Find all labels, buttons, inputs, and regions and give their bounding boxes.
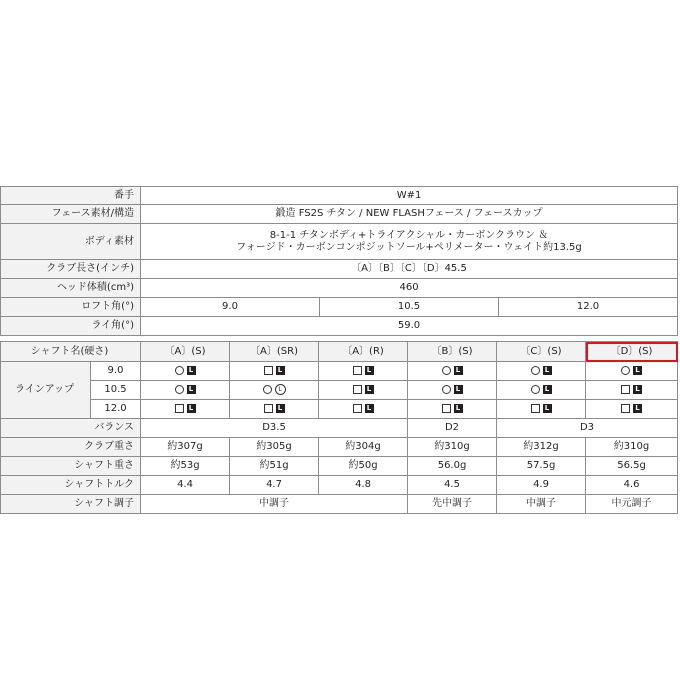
club-weight-value: 約310g [586, 438, 678, 457]
loft-value: 10.5 [320, 298, 499, 317]
left-hand-badge-icon: L [187, 385, 196, 394]
square-mark-icon [353, 366, 362, 375]
left-hand-badge-icon: L [276, 366, 285, 375]
shaft-weight-value: 約51g [230, 457, 319, 476]
torque-value: 4.5 [408, 476, 497, 495]
lineup-label: ラインアップ [1, 362, 91, 419]
row-label: クラブ長さ(インチ) [1, 260, 141, 279]
shaft-column-header: 〔A〕(R) [319, 342, 408, 362]
kick-value: 先中調子 [408, 495, 497, 514]
shaft-weight-row [1, 457, 678, 476]
circle-mark-icon [263, 385, 272, 394]
lineup-cell [141, 362, 230, 381]
lineup-row [1, 362, 678, 381]
left-hand-badge-icon: L [365, 404, 374, 413]
left-hand-badge-icon: L [276, 404, 285, 413]
circle-mark-icon [175, 385, 184, 394]
kick-value: 中調子 [141, 495, 408, 514]
square-mark-icon [621, 404, 630, 413]
shaft-column-header: 〔B〕(S) [408, 342, 497, 362]
body-value [141, 224, 678, 260]
model-value: W#1 [141, 187, 678, 205]
torque-value: 4.8 [319, 476, 408, 495]
square-mark-icon [353, 404, 362, 413]
torque-value: 4.7 [230, 476, 319, 495]
spec-table [0, 186, 678, 336]
spec-row-face [1, 205, 678, 224]
torque-value: 4.9 [497, 476, 586, 495]
balance-value: D2 [408, 419, 497, 438]
balance-value: D3.5 [141, 419, 408, 438]
shaft-weight-value: 56.5g [586, 457, 678, 476]
volume-value: 460 [141, 279, 678, 298]
lineup-row [1, 381, 678, 400]
row-label: バランス [1, 419, 141, 438]
lineup-cell [408, 362, 497, 381]
row-label: ボディ素材 [1, 224, 141, 260]
spec-row-length [1, 260, 678, 279]
kick-value: 中調子 [497, 495, 586, 514]
lineup-cell [230, 381, 319, 400]
balance-value: D3 [497, 419, 678, 438]
shaft-header-row [1, 342, 678, 362]
lineup-row [1, 400, 678, 419]
spec-row-volume [1, 279, 678, 298]
kick-row [1, 495, 678, 514]
loft-value: 12.0 [499, 298, 678, 317]
club-weight-value: 約310g [408, 438, 497, 457]
shaft-weight-value: 約53g [141, 457, 230, 476]
lineup-cell [586, 400, 678, 419]
circle-mark-icon [175, 366, 184, 375]
square-mark-icon [264, 366, 273, 375]
shaft-table [0, 341, 678, 514]
left-hand-badge-icon: L [543, 366, 552, 375]
left-hand-badge-icon: L [633, 385, 642, 394]
lineup-cell [408, 381, 497, 400]
shaft-column-header: 〔A〕(SR) [230, 342, 319, 362]
lineup-cell [497, 381, 586, 400]
circle-mark-icon [442, 366, 451, 375]
club-weight-value: 約307g [141, 438, 230, 457]
lineup-cell [586, 381, 678, 400]
spec-row-model [1, 187, 678, 205]
balance-row [1, 419, 678, 438]
left-hand-circle-badge-icon: L [275, 384, 286, 395]
lineup-cell [141, 400, 230, 419]
circle-mark-icon [531, 385, 540, 394]
spec-row-lie [1, 317, 678, 336]
lineup-cell [408, 400, 497, 419]
torque-value: 4.6 [586, 476, 678, 495]
row-label: クラブ重さ [1, 438, 141, 457]
club-weight-value: 約305g [230, 438, 319, 457]
lineup-loft: 12.0 [91, 400, 141, 419]
shaft-weight-value: 56.0g [408, 457, 497, 476]
left-hand-badge-icon: L [543, 404, 552, 413]
lineup-cell [497, 362, 586, 381]
club-weight-value: 約312g [497, 438, 586, 457]
left-hand-badge-icon: L [187, 404, 196, 413]
row-label: ライ角(°) [1, 317, 141, 336]
lineup-cell [586, 362, 678, 381]
square-mark-icon [175, 404, 184, 413]
body-line-2: フォージド・カーボンコンポジットソール+ペリメーター・ウェイト約13.5g [236, 241, 582, 253]
spec-row-loft [1, 298, 678, 317]
lineup-loft: 9.0 [91, 362, 141, 381]
circle-mark-icon [621, 366, 630, 375]
row-label: 番手 [1, 187, 141, 205]
shaft-header-label: シャフト名(硬さ) [1, 342, 141, 362]
square-mark-icon [531, 404, 540, 413]
left-hand-badge-icon: L [365, 385, 374, 394]
lineup-cell [319, 381, 408, 400]
row-label: ヘッド体積(cm³) [1, 279, 141, 298]
lineup-cell [141, 381, 230, 400]
length-value: 〔A〕〔B〕〔C〕〔D〕45.5 [141, 260, 678, 279]
lie-value: 59.0 [141, 317, 678, 336]
left-hand-badge-icon: L [365, 366, 374, 375]
shaft-column-header-highlighted: 〔D〕(S) [586, 342, 678, 362]
lineup-cell [497, 400, 586, 419]
row-label: シャフトトルク [1, 476, 141, 495]
shaft-weight-value: 57.5g [497, 457, 586, 476]
left-hand-badge-icon: L [454, 385, 463, 394]
square-mark-icon [442, 404, 451, 413]
face-value: 鍛造 FS2S チタン / NEW FLASHフェース / フェースカップ [141, 205, 678, 224]
left-hand-badge-icon: L [633, 404, 642, 413]
square-mark-icon [353, 385, 362, 394]
lineup-cell [230, 400, 319, 419]
row-label: シャフト重さ [1, 457, 141, 476]
spec-row-body [1, 224, 678, 260]
torque-value: 4.4 [141, 476, 230, 495]
row-label: シャフト調子 [1, 495, 141, 514]
club-weight-row [1, 438, 678, 457]
left-hand-badge-icon: L [454, 366, 463, 375]
left-hand-badge-icon: L [187, 366, 196, 375]
circle-mark-icon [442, 385, 451, 394]
shaft-column-header: 〔C〕(S) [497, 342, 586, 362]
row-label: ロフト角(°) [1, 298, 141, 317]
square-mark-icon [621, 385, 630, 394]
torque-row [1, 476, 678, 495]
square-mark-icon [264, 404, 273, 413]
lineup-loft: 10.5 [91, 381, 141, 400]
lineup-cell [230, 362, 319, 381]
lineup-cell [319, 400, 408, 419]
left-hand-badge-icon: L [633, 366, 642, 375]
lineup-cell [319, 362, 408, 381]
circle-mark-icon [531, 366, 540, 375]
body-line-1: 8-1-1 チタンボディ+トライアクシャル・カーボンクラウン ＆ [269, 230, 549, 241]
kick-value: 中元調子 [586, 495, 678, 514]
left-hand-badge-icon: L [543, 385, 552, 394]
shaft-column-header: 〔A〕(S) [141, 342, 230, 362]
shaft-weight-value: 約50g [319, 457, 408, 476]
loft-value: 9.0 [141, 298, 320, 317]
row-label: フェース素材/構造 [1, 205, 141, 224]
left-hand-badge-icon: L [454, 404, 463, 413]
club-weight-value: 約304g [319, 438, 408, 457]
